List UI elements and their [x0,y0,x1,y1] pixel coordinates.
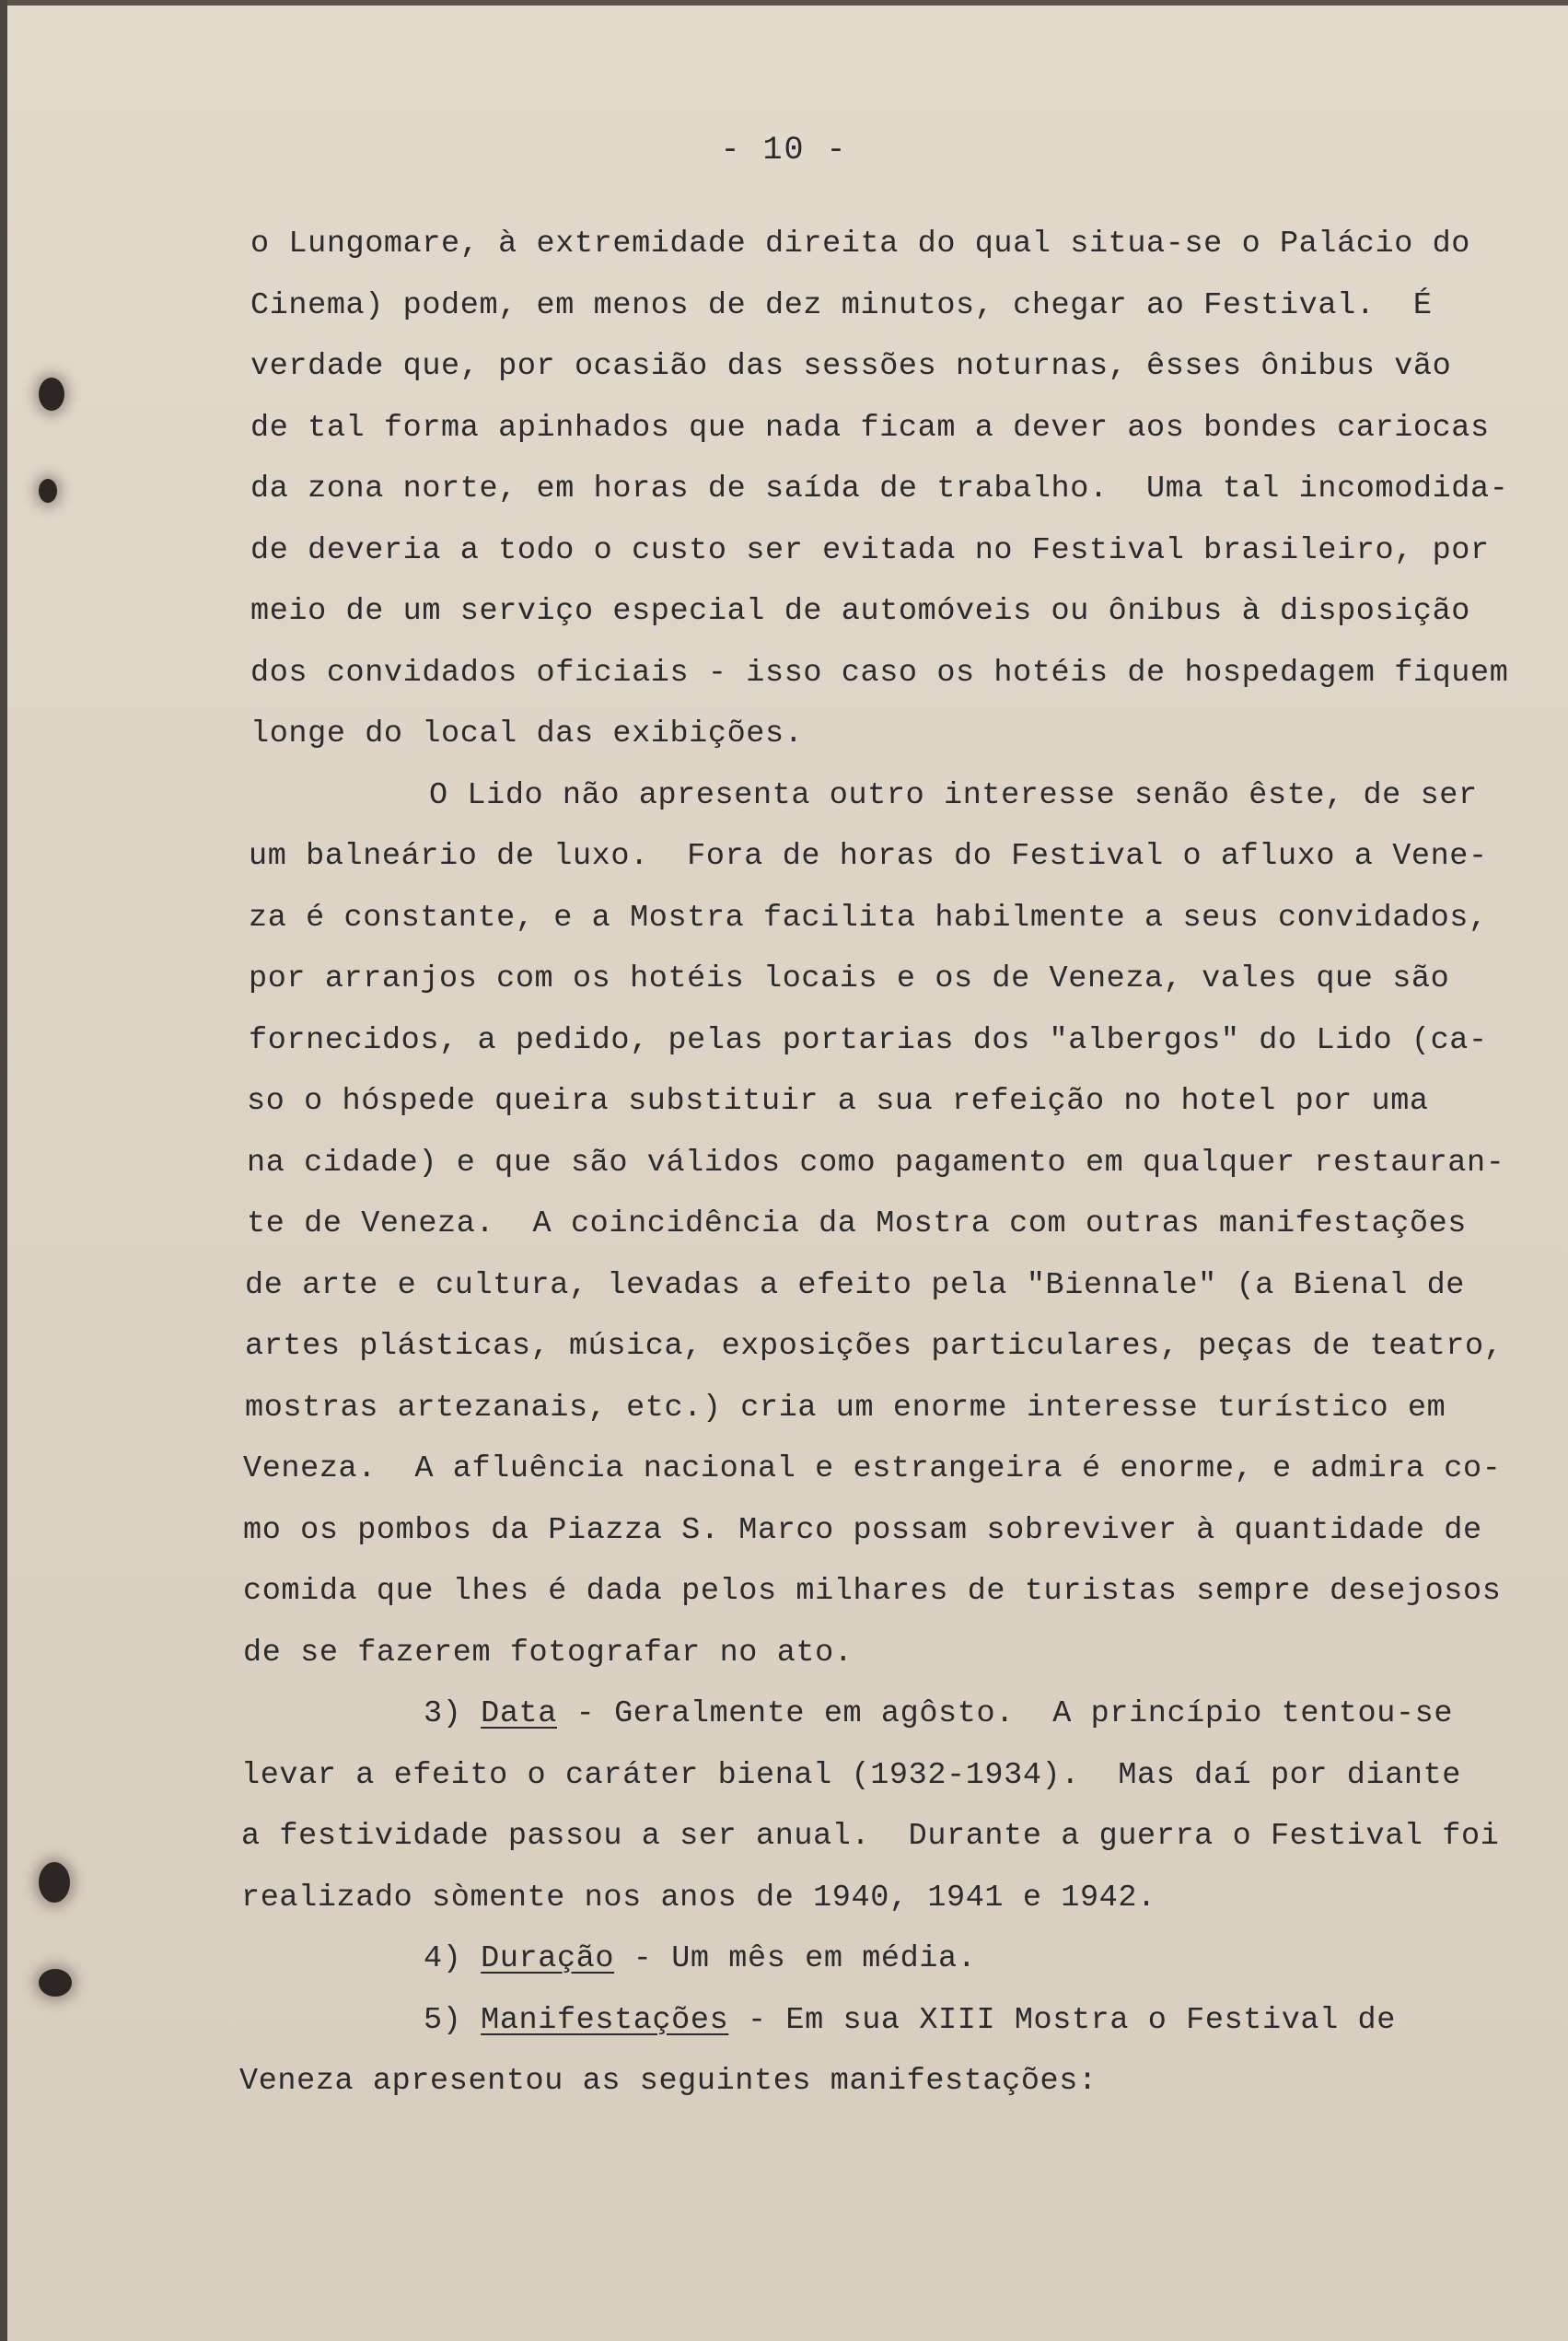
text-line: um balneário de luxo. Fora de horas do Festival o afluxo a Vene- [249,839,1488,874]
text-line: a festividade passou a ser anual. Durante a guerra o Festival foi [241,1819,1500,1854]
text-line: por arranjos com os hotéis locais e os de Veneza, vales que são [249,961,1450,996]
text-line: de tal forma apinhados que nada ficam a dever aos bondes cariocas [250,411,1490,446]
text-line: Veneza. A afluência nacional e estrangeira é enorme, e admira co- [243,1451,1502,1486]
text-line: levar a efeito o caráter bienal (1932-1934). Mas daí por diante [241,1758,1462,1793]
section-number: 5) [424,2003,462,2038]
text-line: de arte e cultura, levadas a efeito pela "Biennale" (a Bienal de [245,1268,1466,1303]
punch-hole [39,1969,72,1997]
text-line: za é constante, e a Mostra facilita habilmente a seus convidados, [249,901,1488,936]
page-top-edge [0,0,1568,6]
text-line: de se fazerem fotografar no ato. [243,1636,854,1671]
punch-hole [39,1862,70,1903]
text-line: fornecidos, a pedido, pelas portarias dos "albergos" do Lido (ca- [249,1023,1488,1058]
section-text: - Em sua XIII Mostra o Festival de [728,2003,1396,2038]
section-line [424,1696,1454,1731]
text-line: na cidade) e que são válidos como pagamento em qualquer restauran- [247,1146,1505,1181]
text-line: comida que lhes é dada pelos milhares de turistas sempre desejosos [243,1574,1502,1609]
text-line: Veneza apresentou as seguintes manifestações: [239,2064,1098,2099]
text-line: longe do local das exibições. [250,716,804,751]
page-number: - 10 - [720,132,848,169]
section-number: 3) [424,1696,462,1731]
paragraph-start: O Lido não apresenta outro interesse senão êste, de ser [429,778,1478,813]
text-line: verdade que, por ocasião das sessões noturnas, êsses ônibus vão [250,349,1452,384]
section-text: - Geralmente em agôsto. A princípio tentou-se [556,1696,1454,1731]
text-line: dos convidados oficiais - isso caso os hotéis de hospedagem fiquem [250,656,1509,691]
punch-hole [39,378,64,411]
text-line: da zona norte, em horas de saída de trabalho. Uma tal incomodida- [250,472,1509,507]
section-heading: Manifestações [481,2003,729,2038]
text-line: Cinema) podem, em menos de dez minutos, chegar ao Festival. É [250,288,1433,323]
text-line: de deveria a todo o custo ser evitada no Festival brasileiro, por [250,533,1490,568]
section-heading: Data [481,1696,557,1731]
text-line: mo os pombos da Piazza S. Marco possam sobreviver à quantidade de [243,1513,1482,1548]
text-line: te de Veneza. A coincidência da Mostra com outras manifestações [247,1206,1468,1241]
text-line: meio de um serviço especial de automóveis ou ônibus à disposição [250,594,1471,629]
text-line: artes plásticas, música, exposições particulares, peças de teatro, [245,1329,1504,1364]
section-line [424,2003,1396,2038]
section-heading: Duração [481,1941,615,1976]
section-text: - Um mês em média. [614,1941,977,1976]
text-line: o Lungomare, à extremidade direita do qual situa-se o Palácio do [250,227,1471,262]
section-number: 4) [424,1941,462,1976]
text-line: realizado sòmente nos anos de 1940, 1941 e 1942. [241,1881,1156,1916]
page-left-edge [0,0,7,2341]
text-line: mostras artezanais, etc.) cria um enorme interesse turístico em [245,1391,1446,1426]
punch-hole [39,479,57,503]
section-line [424,1941,977,1976]
text-line: so o hóspede queira substituir a sua refeição no hotel por uma [247,1084,1429,1119]
